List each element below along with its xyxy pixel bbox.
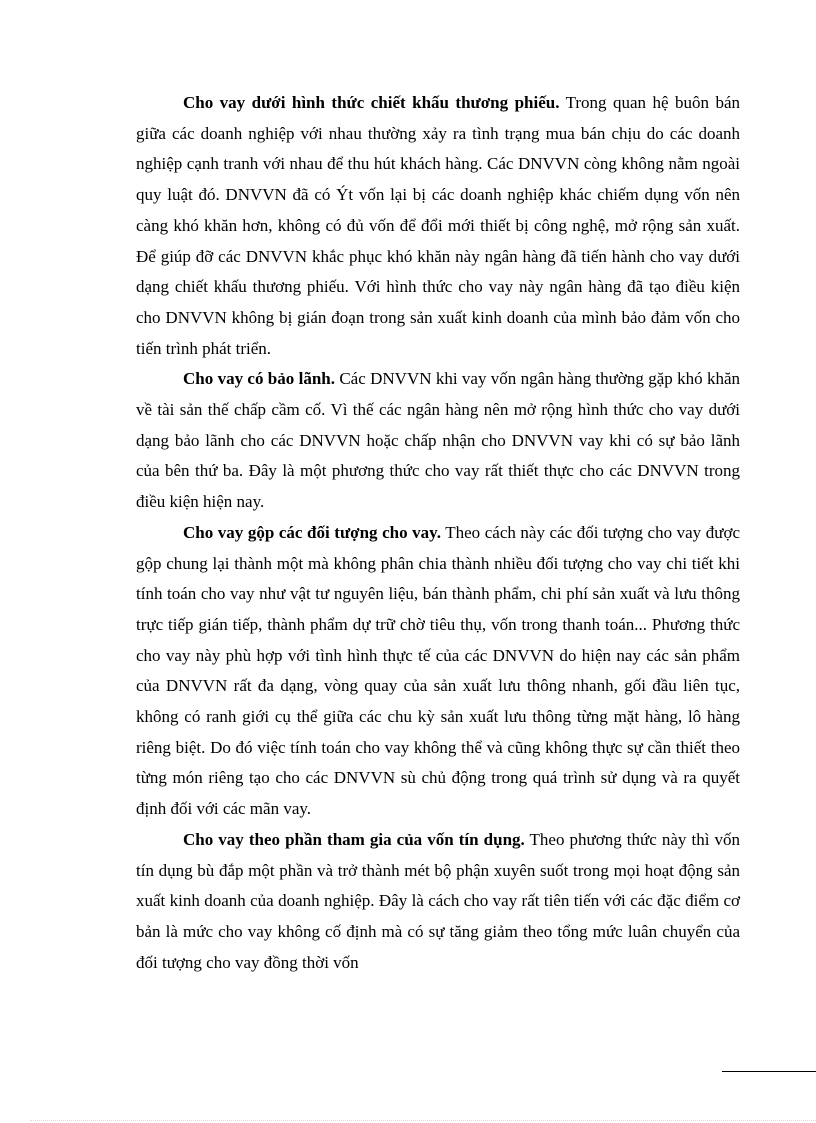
paragraph-heading: Cho vay gộp các đối tượng cho vay. xyxy=(183,522,441,542)
paragraph-heading: Cho vay có bảo lãnh. xyxy=(183,369,335,389)
paragraph-text: Theo phương thức này thì vốn tín dụng bù đắp một phần và trở thành mét bộ phận xuyên suốt trong mọi hoạt động sản xuất kinh doanh của doanh nghiệp. Đây là cách cho vay rất tiên tiến với các đặc điểm cơ bản là mức cho vay không cố định mà có sự tăng giảm theo tổng mức luân chuyển của đối tượng cho vay đồng thời vốn xyxy=(136,829,740,972)
paragraph-text: Theo cách này các đối tượng cho vay được gộp chung lại thành một mà không phân chia thành nhiều đối tượng cho vay chi tiết khi tính toán cho vay như vật tư nguyên liệu, bán thành phẩm, chi phí sản xuất và lưu thông trực tiếp gián tiếp, thành phẩm dự trữ chờ tiêu thụ, vốn trong thanh toán... Phương thức cho vay này phù hợp với tình hình thực tế của các DNVVN do hiện nay các sản phẩm của DNVVN rất đa dạng, vòng quay của sản xuất lưu thông nhanh, gối đầu liên tục, không có ranh giới cụ thể giữa các chu kỳ sản xuất lưu thông từng mặt hàng, lô hàng riêng biệt. Do đó việc tính toán cho vay không thể và cũng không thực sự cần thiết theo từng món riêng tạo cho các DNVVN sù chủ động trong quá trình sử dụng và ra quyết định đối với các mãn vay. xyxy=(136,522,740,819)
document-body xyxy=(136,88,740,978)
paragraph-text: Trong quan hệ buôn bán giữa các doanh nghiệp với nhau thường xảy ra tình trạng mua bán chịu do các doanh nghiệp cạnh tranh với nhau để thu hút khách hàng. Các DNVVN còng không nằm ngoài quy luật đó. DNVVN đã có Ýt vốn lại bị các doanh nghiệp khác chiếm dụng vốn nên càng khó khăn hơn, không có đủ vốn để đổi mới thiết bị công nghệ, mở rộng sản xuất. Để giúp đỡ các DNVVN khắc phục khó khăn này ngân hàng đã tiến hành cho vay dưới dạng chiết khấu thương phiếu. Với hình thức cho vay này ngân hàng đã tạo điều kiện cho DNVVN không bị gián đoạn trong sản xuất kinh doanh của mình bảo đảm vốn cho tiến trình phát triển. xyxy=(136,93,740,358)
paragraph-participation-lending xyxy=(136,825,740,979)
paragraph-guaranteed-lending xyxy=(136,364,740,518)
page-bottom-edge xyxy=(30,1120,816,1121)
paragraph-heading: Cho vay theo phần tham gia của vốn tín dụng. xyxy=(183,829,525,849)
footnote-separator xyxy=(722,1071,816,1072)
paragraph-combined-lending xyxy=(136,518,740,825)
paragraph-text: Các DNVVN khi vay vốn ngân hàng thường gặp khó khăn về tài sản thế chấp cầm cố. Vì thế các ngân hàng nên mở rộng hình thức cho vay dưới dạng bảo lãnh cho các DNVVN hoặc chấp nhận cho DNVVN vay khi có sự bảo lãnh của bên thứ ba. Đây là một phương thức cho vay rất thiết thực cho các DNVVN trong điều kiện hiện nay. xyxy=(136,369,740,512)
paragraph-discount-lending xyxy=(136,88,740,364)
paragraph-heading: Cho vay dưới hình thức chiết khấu thương phiếu. xyxy=(183,93,560,112)
